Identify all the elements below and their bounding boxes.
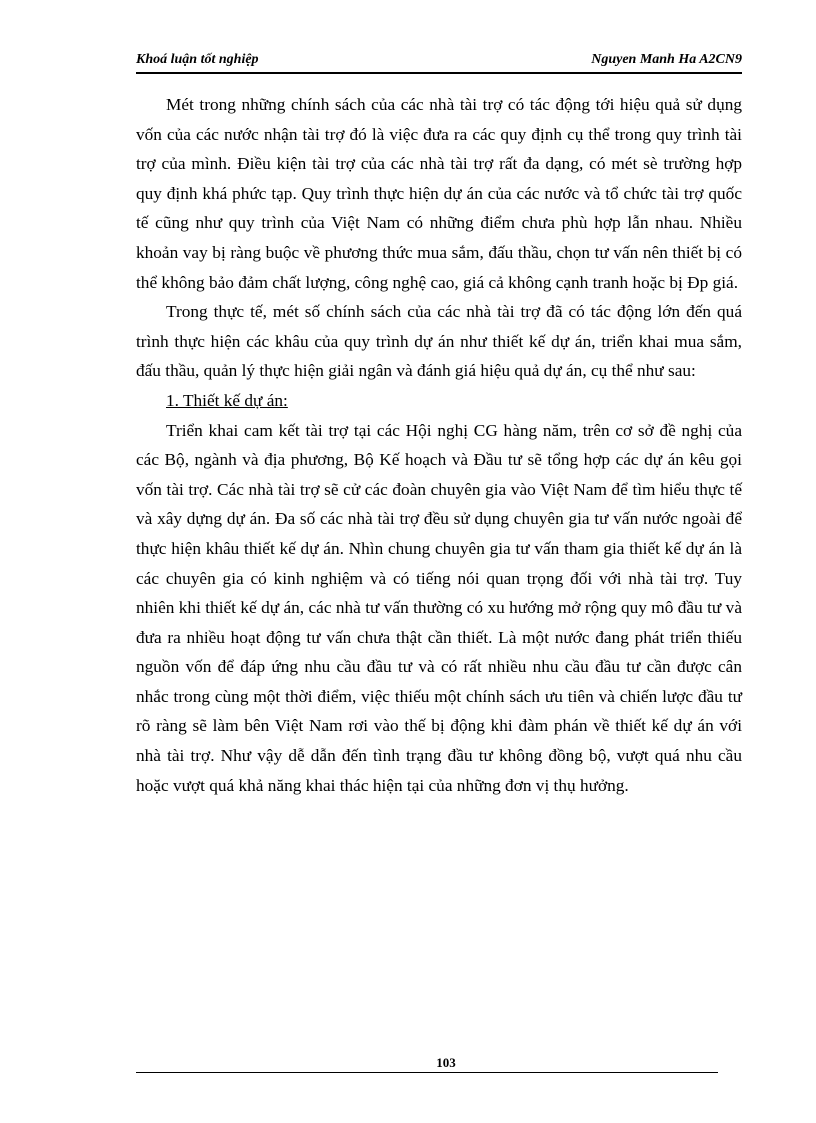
header-author: Nguyen Manh Ha A2CN9	[591, 52, 742, 67]
footer-divider	[136, 1072, 718, 1073]
section-heading	[136, 386, 742, 416]
page-body	[136, 90, 742, 800]
header-title: Khoá luận tốt nghiệp	[136, 52, 259, 67]
paragraph-1: Mét trong những chính sách của các nhà tài trợ có tác động tới hiệu quả sử dụng vốn của các nước nhận tài trợ đó là việc đưa ra các quy định cụ thể trong quy trình tài trợ của mình. Điều kiện tài trợ của các nhà tài trợ rất đa dạng, có mét sè trường hợp quy định khá phức tạp. Quy trình thực hiện dự án của các nước và tổ chức tài trợ quốc tế cũng như quy trình của Việt Nam có những điểm chưa phù hợp lẫn nhau. Nhiều khoản vay bị ràng buộc về phương thức mua sắm, đấu thầu, chọn tư vấn nên thiết bị có thể không bảo đảm chất lượng, công nghệ cao, giá cả không cạnh tranh hoặc bị Ðp giá.	[136, 95, 742, 292]
section-paragraph: Triển khai cam kết tài trợ tại các Hội nghị CG hàng năm, trên cơ sở đề nghị của các Bộ, ngành và địa phương, Bộ Kế hoạch và Đầu tư sẽ tổng hợp các dự án kêu gọi vốn tài trợ. Các nhà tài trợ sẽ cử các đoàn chuyên gia vào Việt Nam để tìm hiểu thực tế và xây dựng dự án. Đa số các nhà tài trợ đều sử dụng chuyên gia tư vấn nước ngoài để thực hiện khâu thiết kế dự án. Nhìn chung chuyên gia tư vấn tham gia thiết kế dự án là các chuyên gia có kinh nghiệm và có tiếng nói quan trọng đối với nhà tài trợ. Tuy nhiên khi thiết kế dự án, các nhà tư vấn thường có xu hướng mở rộng quy mô đầu tư và đưa ra nhiều hoạt động tư vấn chưa thật cần thiết. Là một nước đang phát triển thiếu nguồn vốn để đáp ứng nhu cầu đầu tư và có rất nhiều nhu cầu đầu tư cần được cân nhắc trong cùng một thời điểm, việc thiếu một chính sách ưu tiên và chiến lược đầu tư rõ ràng sẽ làm bên Việt Nam rơi vào thế bị động khi đàm phán về thiết kế dự án với nhà tài trợ. Như vậy dễ dẫn đến tình trạng đầu tư không đồng bộ, vượt quá nhu cầu hoặc vượt quá khả năng khai thác hiện tại của những đơn vị thụ hưởng.	[136, 420, 742, 795]
page-number: 103	[436, 1055, 456, 1070]
section-heading-text: 1. Thiết kế dự án:	[166, 390, 288, 410]
page-header	[136, 50, 742, 74]
paragraph-2: Trong thực tế, mét số chính sách của các nhà tài trợ đã có tác động lớn đến quá trình thực hiện các khâu của quy trình dự án như thiết kế dự án, triển khai mua sắm, đấu thầu, quản lý thực hiện giải ngân và đánh giá hiệu quả dự án, cụ thể như sau:	[136, 302, 742, 381]
